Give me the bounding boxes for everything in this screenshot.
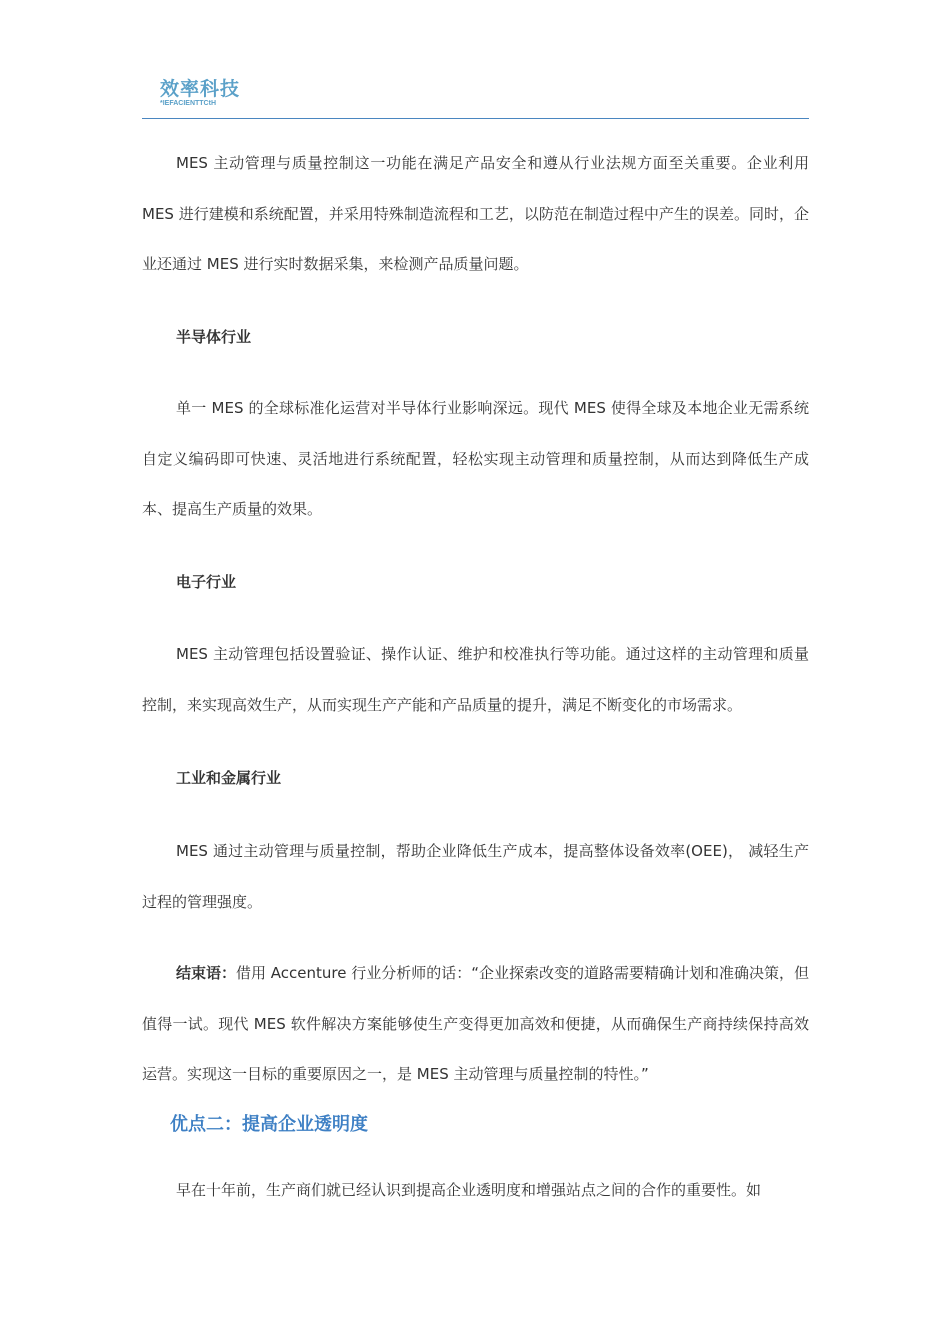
section-heading-transparency: 优点二：提高企业透明度 <box>170 1114 368 1135</box>
company-logo-text: 效率科技 <box>160 78 241 100</box>
page-header <box>142 76 809 119</box>
paragraph-transparency-intro: 早在十年前，生产商们就已经认识到提高企业透明度和增强站点之间的合作的重要性。如 <box>176 1181 762 1199</box>
subheading-electronics: 电子行业 <box>176 573 237 591</box>
paragraph-quality-control: MES 主动管理与质量控制这一功能在满足产品安全和遵从行业法规方面至关重要。企业利用 MES 进行建模和系统配置，并采用特殊制造流程和工艺，以防范在制造过程中产生的误差。同时，企业还通过 MES 进行实时数据采集，来检测产品质量问题。 <box>142 154 809 273</box>
conclusion-label: 结束语： <box>176 964 237 982</box>
paragraph-industrial-metal: MES 通过主动管理与质量控制，帮助企业降低生产成本，提高整体设备效率(OEE)， 减轻生产过程的管理强度。 <box>142 842 809 911</box>
paragraph-electronics: MES 主动管理包括设置验证、操作认证、维护和校准执行等功能。通过这样的主动管理和质量控制，来实现高效生产，从而实现生产产能和产品质量的提升，满足不断变化的市场需求。 <box>142 645 809 714</box>
conclusion-text: 借用 Accenture 行业分析师的话：“企业探索改变的道路需要精确计划和准确决策，但值得一试。现代 MES 软件解决方案能够使生产变得更加高效和便捷，从而确保生产商持续保持高效运营。实现这一目标的重要原因之一，是 MES 主动管理与质量控制的特性。” <box>142 964 810 1083</box>
subheading-semiconductor: 半导体行业 <box>176 328 252 346</box>
subheading-industrial-metal: 工业和金属行业 <box>176 769 282 787</box>
paragraph-conclusion <box>142 948 809 1100</box>
paragraph-semiconductor: 单一 MES 的全球标准化运营对半导体行业影响深远。现代 MES 使得全球及本地企业无需系统自定义编码即可快速、灵活地进行系统配置，轻松实现主动管理和质量控制，从而达到降低生产成本、提高生产质量的效果。 <box>142 399 809 518</box>
company-logo-subtext: *IEFACIENTTCtH <box>160 100 216 107</box>
